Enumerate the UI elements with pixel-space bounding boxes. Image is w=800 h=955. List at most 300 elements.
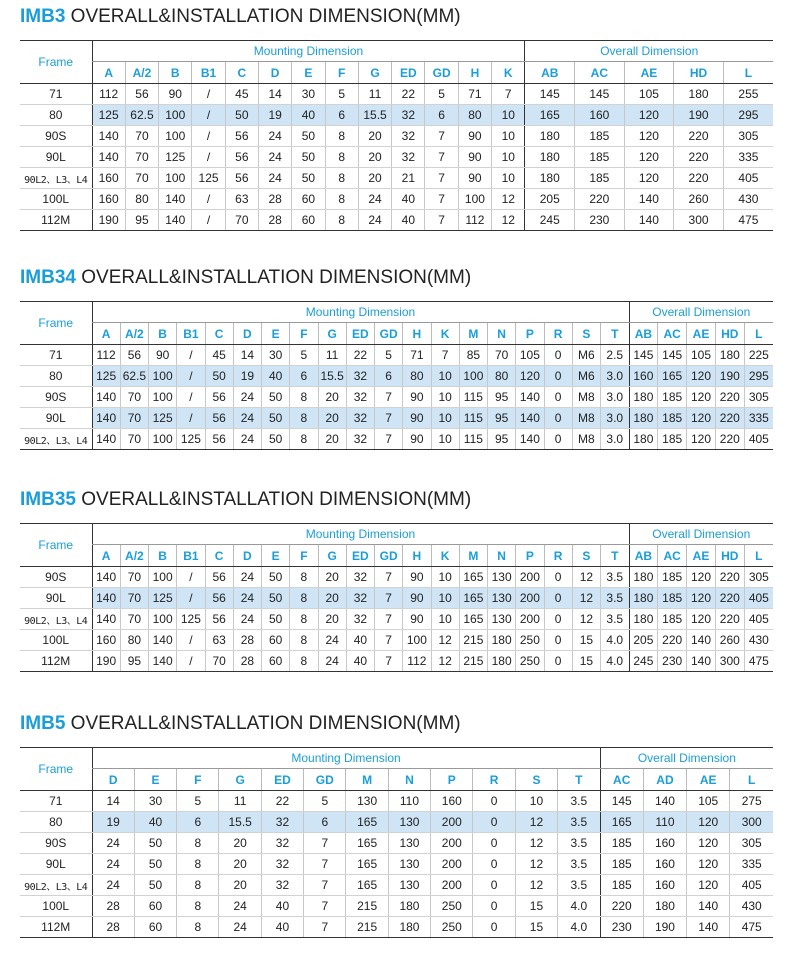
column-header: D: [92, 769, 134, 791]
mounting-cell: 80: [403, 366, 431, 387]
mounting-cell: 5: [375, 345, 403, 366]
frame-cell: 71: [20, 84, 92, 105]
mounting-cell: /: [192, 189, 225, 210]
mounting-cell: 50: [292, 147, 325, 168]
overall-cell: 220: [715, 387, 744, 408]
mounting-cell: 115: [459, 429, 487, 450]
mounting-cell: 125: [177, 609, 205, 630]
mounting-cell: 200: [516, 588, 544, 609]
mounting-cell: 190: [92, 210, 125, 231]
overall-cell: 475: [723, 210, 773, 231]
mounting-cell: 200: [431, 812, 473, 833]
mounting-cell: 56: [205, 408, 233, 429]
overall-cell: 220: [715, 588, 744, 609]
mounting-cell: 15.5: [219, 812, 261, 833]
column-header: HD: [674, 62, 724, 84]
heading-code: IMB35: [20, 489, 76, 510]
column-header: GD: [425, 62, 458, 84]
mounting-cell: 40: [392, 210, 425, 231]
mounting-cell: 125: [92, 366, 120, 387]
heading-title: OVERALL&INSTALLATION DIMENSION(MM): [75, 267, 472, 288]
overall-cell: 185: [575, 126, 625, 147]
mounting-cell: 160: [431, 791, 473, 812]
overall-cell: 185: [575, 168, 625, 189]
mounting-cell: 100: [458, 189, 491, 210]
mounting-cell: /: [177, 345, 205, 366]
mounting-cell: 70: [125, 126, 158, 147]
mounting-cell: 10: [431, 588, 459, 609]
mounting-cell: 3.5: [558, 791, 600, 812]
overall-cell: 230: [658, 651, 687, 672]
overall-cell: 180: [525, 168, 575, 189]
mounting-cell: 4.0: [601, 630, 630, 651]
overall-cell: 405: [744, 609, 773, 630]
overall-cell: 475: [744, 651, 773, 672]
overall-cell: 275: [730, 791, 773, 812]
mounting-cell: 60: [262, 651, 290, 672]
mounting-cell: /: [192, 147, 225, 168]
mounting-cell: 24: [318, 651, 346, 672]
frame-cell: 90L: [20, 408, 92, 429]
mounting-cell: 165: [346, 875, 388, 896]
mounting-cell: 100: [149, 567, 177, 588]
mounting-cell: 24: [233, 609, 261, 630]
frame-cell: 80: [20, 105, 92, 126]
dimension-table: [20, 523, 773, 672]
mounting-cell: 0: [473, 833, 515, 854]
mounting-cell: 10: [492, 147, 525, 168]
mounting-cell: 8: [177, 854, 219, 875]
mounting-cell: 140: [92, 126, 125, 147]
mounting-cell: 60: [262, 630, 290, 651]
overall-cell: 140: [687, 630, 716, 651]
column-header: G: [318, 545, 346, 567]
frame-cell: 100L: [20, 630, 92, 651]
column-header: P: [516, 323, 544, 345]
overall-cell: 160: [575, 105, 625, 126]
overall-cell: 190: [715, 366, 744, 387]
mounting-cell: 215: [346, 917, 388, 938]
column-header: S: [515, 769, 557, 791]
mounting-cell: 22: [392, 84, 425, 105]
overall-cell: 105: [624, 84, 674, 105]
mounting-cell: 32: [261, 854, 303, 875]
column-header: F: [290, 323, 318, 345]
mounting-cell: 12: [492, 210, 525, 231]
overall-cell: 300: [730, 812, 773, 833]
mounting-cell: 12: [515, 812, 557, 833]
mounting-cell: 90: [403, 408, 431, 429]
mounting-cell: 112: [92, 84, 125, 105]
mounting-cell: /: [177, 567, 205, 588]
mounting-cell: 200: [516, 609, 544, 630]
heading-title: OVERALL&INSTALLATION DIMENSION(MM): [65, 713, 461, 734]
overall-cell: 430: [744, 630, 773, 651]
section-heading: [20, 6, 773, 28]
mounting-cell: 5: [304, 791, 346, 812]
frame-cell: 90L: [20, 588, 92, 609]
column-header: AD: [643, 769, 686, 791]
mounting-cell: M8: [572, 429, 600, 450]
overall-cell: 220: [674, 147, 724, 168]
mounting-cell: /: [192, 84, 225, 105]
mounting-cell: 0: [473, 791, 515, 812]
mounting-cell: 15: [515, 896, 557, 917]
mounting-cell: M8: [572, 408, 600, 429]
mounting-cell: 12: [492, 189, 525, 210]
mounting-cell: 90: [149, 345, 177, 366]
mounting-cell: 0: [544, 408, 572, 429]
column-header: L: [744, 545, 773, 567]
mounting-cell: 32: [346, 408, 374, 429]
column-header: G: [219, 769, 261, 791]
mounting-cell: 140: [92, 609, 120, 630]
overall-cell: 185: [658, 429, 687, 450]
overall-cell: 120: [687, 429, 716, 450]
overall-cell: 295: [744, 366, 773, 387]
mounting-cell: 20: [358, 126, 391, 147]
table-row: [20, 812, 773, 833]
mounting-cell: 56: [205, 567, 233, 588]
mounting-cell: 7: [425, 126, 458, 147]
overall-cell: 120: [687, 567, 716, 588]
overall-cell: 120: [687, 812, 730, 833]
column-header: AB: [629, 545, 658, 567]
mounting-cell: 8: [325, 189, 358, 210]
overall-cell: 120: [687, 366, 716, 387]
mounting-cell: 100: [149, 366, 177, 387]
frame-header: Frame: [20, 302, 92, 345]
mounting-cell: 24: [233, 429, 261, 450]
overall-cell: 185: [600, 833, 643, 854]
overall-cell: 165: [658, 366, 687, 387]
mounting-cell: M6: [572, 366, 600, 387]
mounting-cell: 0: [544, 567, 572, 588]
overall-dimension-header: Overall Dimension: [629, 524, 773, 545]
column-header: M: [346, 769, 388, 791]
mounting-cell: 112: [458, 210, 491, 231]
overall-cell: 335: [730, 854, 773, 875]
mounting-cell: 90: [403, 567, 431, 588]
mounting-cell: 20: [318, 567, 346, 588]
column-header: B: [159, 62, 192, 84]
column-header: P: [431, 769, 473, 791]
mounting-cell: 3.5: [601, 588, 630, 609]
mounting-cell: 56: [225, 126, 258, 147]
column-header: M: [459, 323, 487, 345]
heading-title: OVERALL&INSTALLATION DIMENSION(MM): [65, 6, 461, 27]
mounting-cell: 70: [120, 609, 148, 630]
mounting-cell: 32: [346, 366, 374, 387]
mounting-cell: 125: [92, 105, 125, 126]
overall-cell: 160: [643, 833, 686, 854]
column-header: B: [149, 323, 177, 345]
table-row: [20, 833, 773, 854]
column-header: F: [290, 545, 318, 567]
column-header: H: [403, 323, 431, 345]
overall-cell: 180: [629, 567, 658, 588]
mounting-cell: 5: [425, 84, 458, 105]
mounting-cell: 62.5: [120, 366, 148, 387]
overall-cell: 300: [674, 210, 724, 231]
column-header: AE: [687, 323, 716, 345]
column-header: D: [233, 323, 261, 345]
mounting-cell: 165: [346, 854, 388, 875]
mounting-cell: 8: [325, 126, 358, 147]
mounting-cell: 215: [459, 630, 487, 651]
overall-cell: 220: [715, 567, 744, 588]
mounting-cell: 56: [225, 168, 258, 189]
overall-cell: 180: [525, 147, 575, 168]
mounting-cell: 56: [205, 588, 233, 609]
mounting-cell: 70: [125, 168, 158, 189]
frame-cell: 100L: [20, 896, 92, 917]
mounting-cell: 80: [458, 105, 491, 126]
mounting-cell: 200: [431, 875, 473, 896]
mounting-cell: 0: [544, 387, 572, 408]
column-header: F: [177, 769, 219, 791]
frame-cell: 112M: [20, 651, 92, 672]
mounting-cell: 160: [92, 630, 120, 651]
mounting-cell: 50: [134, 833, 176, 854]
mounting-cell: 7: [304, 875, 346, 896]
mounting-cell: 24: [219, 896, 261, 917]
mounting-cell: 32: [346, 387, 374, 408]
mounting-cell: 7: [375, 429, 403, 450]
overall-cell: 335: [723, 147, 773, 168]
mounting-cell: 7: [375, 387, 403, 408]
table-row: [20, 588, 773, 609]
mounting-cell: 140: [92, 147, 125, 168]
mounting-cell: /: [177, 366, 205, 387]
overall-cell: 220: [715, 609, 744, 630]
mounting-cell: 12: [515, 875, 557, 896]
mounting-cell: 56: [205, 387, 233, 408]
mounting-cell: 12: [572, 588, 600, 609]
mounting-cell: 50: [262, 429, 290, 450]
mounting-cell: 215: [346, 896, 388, 917]
mounting-cell: 28: [258, 210, 291, 231]
mounting-cell: 70: [120, 429, 148, 450]
mounting-cell: 10: [431, 609, 459, 630]
mounting-cell: 20: [219, 875, 261, 896]
mounting-cell: 140: [92, 408, 120, 429]
table-row: [20, 366, 773, 387]
heading-code: IMB5: [20, 713, 66, 734]
overall-cell: 145: [575, 84, 625, 105]
overall-cell: 105: [687, 791, 730, 812]
column-header: GD: [304, 769, 346, 791]
mounting-cell: 180: [388, 917, 430, 938]
overall-cell: 120: [687, 387, 716, 408]
mounting-cell: /: [177, 408, 205, 429]
mounting-cell: 50: [205, 366, 233, 387]
column-header: T: [601, 323, 630, 345]
mounting-cell: /: [192, 105, 225, 126]
column-header: E: [292, 62, 325, 84]
mounting-cell: 19: [258, 105, 291, 126]
frame-cell: 71: [20, 345, 92, 366]
table-row: [20, 168, 773, 189]
mounting-cell: 7: [375, 408, 403, 429]
heading-code: IMB3: [20, 6, 66, 27]
frame-header: Frame: [20, 524, 92, 567]
overall-cell: 220: [575, 189, 625, 210]
column-header: G: [358, 62, 391, 84]
mounting-cell: 40: [346, 630, 374, 651]
column-header: A/2: [125, 62, 158, 84]
column-header: L: [744, 323, 773, 345]
mounting-cell: 56: [125, 84, 158, 105]
overall-dimension-header: Overall Dimension: [600, 748, 773, 769]
mounting-cell: 20: [318, 387, 346, 408]
mounting-cell: 7: [304, 833, 346, 854]
mounting-cell: 130: [488, 567, 516, 588]
overall-cell: 305: [744, 387, 773, 408]
mounting-cell: 28: [233, 651, 261, 672]
mounting-cell: 165: [346, 833, 388, 854]
overall-cell: 300: [715, 651, 744, 672]
table-row: [20, 609, 773, 630]
mounting-cell: 125: [149, 408, 177, 429]
mounting-cell: 7: [425, 147, 458, 168]
frame-cell: 71: [20, 791, 92, 812]
overall-cell: 120: [624, 126, 674, 147]
mounting-cell: 250: [516, 630, 544, 651]
overall-cell: 220: [658, 630, 687, 651]
frame-header: Frame: [20, 41, 92, 84]
mounting-cell: 3.5: [601, 609, 630, 630]
overall-cell: 180: [629, 429, 658, 450]
mounting-cell: 7: [375, 630, 403, 651]
mounting-cell: 8: [290, 387, 318, 408]
overall-cell: 475: [730, 917, 773, 938]
overall-cell: 185: [658, 387, 687, 408]
mounting-cell: 90: [403, 429, 431, 450]
mounting-cell: 40: [134, 812, 176, 833]
mounting-cell: /: [192, 210, 225, 231]
mounting-cell: 140: [516, 387, 544, 408]
column-header: HD: [715, 323, 744, 345]
mounting-cell: 19: [92, 812, 134, 833]
mounting-cell: 6: [177, 812, 219, 833]
dimension-table: [20, 301, 773, 450]
overall-cell: 140: [624, 210, 674, 231]
frame-cell: 90S: [20, 567, 92, 588]
mounting-cell: 110: [388, 791, 430, 812]
mounting-cell: 140: [149, 630, 177, 651]
column-header: G: [318, 323, 346, 345]
column-header: A/2: [120, 545, 148, 567]
mounting-cell: 6: [325, 105, 358, 126]
mounting-cell: 19: [233, 366, 261, 387]
column-header: T: [601, 545, 630, 567]
mounting-cell: 180: [488, 630, 516, 651]
mounting-cell: 160: [92, 189, 125, 210]
mounting-cell: 140: [159, 189, 192, 210]
mounting-cell: 12: [572, 567, 600, 588]
mounting-cell: 130: [488, 609, 516, 630]
overall-cell: 305: [730, 833, 773, 854]
mounting-cell: 95: [488, 429, 516, 450]
mounting-cell: 0: [544, 630, 572, 651]
mounting-cell: 22: [261, 791, 303, 812]
table-row: [20, 630, 773, 651]
column-header: AE: [687, 769, 730, 791]
mounting-cell: 7: [425, 168, 458, 189]
mounting-cell: 6: [375, 366, 403, 387]
mounting-cell: 70: [205, 651, 233, 672]
mounting-cell: 8: [290, 429, 318, 450]
mounting-cell: 0: [473, 854, 515, 875]
mounting-cell: 250: [516, 651, 544, 672]
mounting-cell: 160: [92, 168, 125, 189]
overall-cell: 245: [629, 651, 658, 672]
mounting-cell: 32: [346, 429, 374, 450]
mounting-cell: 115: [459, 408, 487, 429]
mounting-cell: 24: [358, 210, 391, 231]
mounting-cell: 45: [205, 345, 233, 366]
frame-cell: 80: [20, 366, 92, 387]
mounting-cell: 140: [516, 408, 544, 429]
mounting-cell: 32: [261, 812, 303, 833]
mounting-cell: 130: [388, 854, 430, 875]
mounting-cell: 3.0: [601, 408, 630, 429]
column-header: L: [730, 769, 773, 791]
mounting-cell: 15: [515, 917, 557, 938]
mounting-cell: 4.0: [558, 917, 600, 938]
mounting-cell: 10: [431, 387, 459, 408]
mounting-cell: 130: [388, 812, 430, 833]
mounting-cell: 3.0: [601, 429, 630, 450]
mounting-cell: 14: [233, 345, 261, 366]
mounting-cell: 10: [431, 429, 459, 450]
mounting-cell: 90: [403, 387, 431, 408]
overall-cell: 220: [600, 896, 643, 917]
overall-cell: 105: [687, 345, 716, 366]
column-header: B1: [177, 545, 205, 567]
dimension-table: [20, 747, 773, 938]
overall-cell: 220: [715, 429, 744, 450]
column-header: B1: [192, 62, 225, 84]
mounting-cell: 0: [544, 345, 572, 366]
table-row: [20, 126, 773, 147]
overall-cell: 430: [723, 189, 773, 210]
mounting-cell: 95: [125, 210, 158, 231]
overall-cell: 405: [730, 875, 773, 896]
mounting-cell: 130: [346, 791, 388, 812]
mounting-cell: 7: [431, 345, 459, 366]
mounting-cell: 200: [431, 854, 473, 875]
overall-cell: 160: [643, 854, 686, 875]
overall-cell: 120: [687, 588, 716, 609]
mounting-cell: 30: [292, 84, 325, 105]
overall-cell: 120: [687, 854, 730, 875]
mounting-cell: 30: [262, 345, 290, 366]
mounting-cell: 165: [459, 609, 487, 630]
column-header: M: [459, 545, 487, 567]
column-header: AE: [687, 545, 716, 567]
overall-cell: 110: [643, 812, 686, 833]
column-header: GD: [375, 545, 403, 567]
table-row: [20, 147, 773, 168]
mounting-cell: 62.5: [125, 105, 158, 126]
column-header: R: [544, 545, 572, 567]
column-header: T: [558, 769, 600, 791]
mounting-cell: 32: [392, 126, 425, 147]
table-row: [20, 345, 773, 366]
mounting-cell: 7: [425, 210, 458, 231]
